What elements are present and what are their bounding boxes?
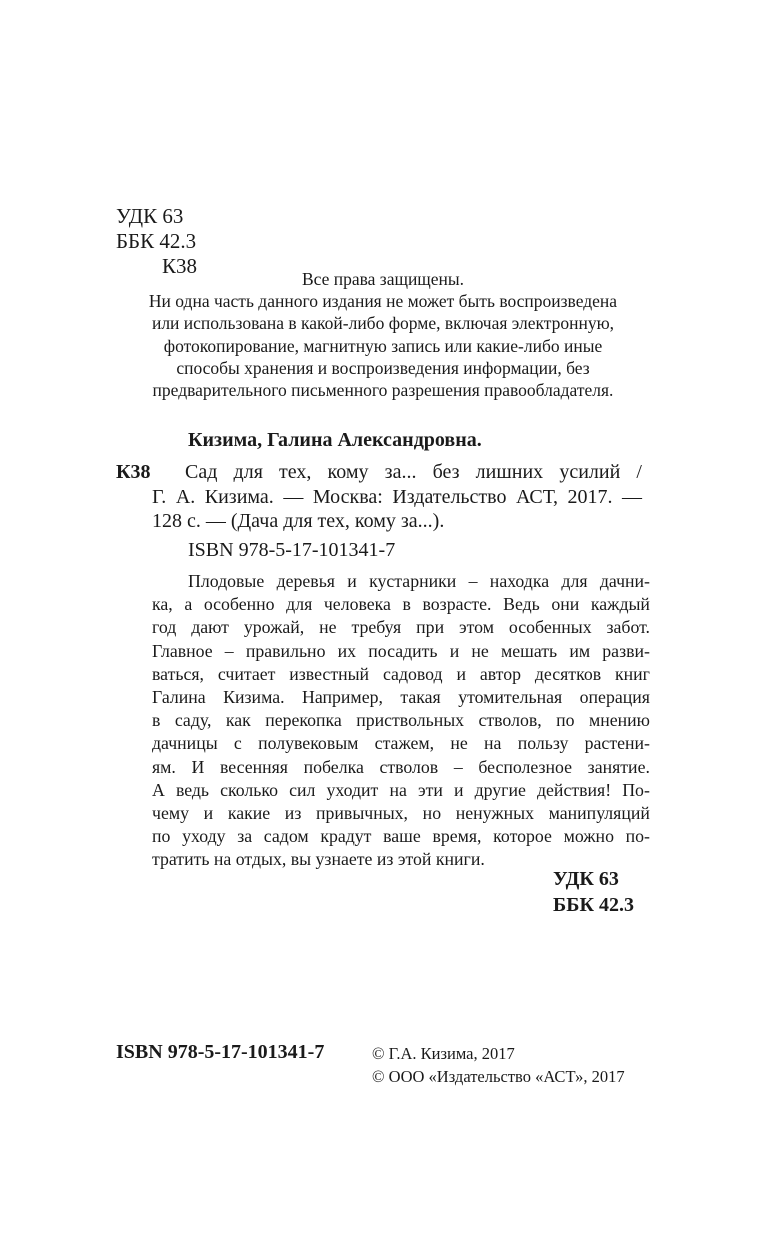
bib-word: Москва: [312,485,383,508]
annotation-line [152,756,650,779]
bib-word: Издательство [392,485,507,508]
annotation-word: И [191,756,205,777]
annotation-word: утомительная [458,687,563,708]
annotation-word: ям. [152,756,176,777]
annotation-line [152,570,650,593]
bib-word: — [283,485,304,508]
annotation-word: А [152,779,165,800]
annotation-word: им [569,640,591,661]
annotation-word: возрасте. [422,594,492,615]
annotation [152,570,650,872]
annotation-word: которое [493,826,552,847]
annotation-word: сил [289,779,316,800]
annotation-word: и [453,779,464,800]
annotation-word: Ведь [503,594,540,615]
annotation-word: особенно [203,594,275,615]
classification-codes [553,866,634,918]
annotation-word: книг [614,663,650,684]
annotation-word: не [471,640,489,661]
annotation-word: ненужных [455,803,534,824]
annotation-word: ведь [175,779,210,800]
annotation-word: год [152,617,177,638]
bbk-code-top: ББК 42.3 [116,229,197,253]
annotation-word: каждый [590,594,650,615]
annotation-word: уходит [326,779,379,800]
annotation-word: Например, [302,687,383,708]
annotation-word: известный [289,663,370,684]
annotation-word: в [152,710,161,731]
annotation-word: ваше [383,826,421,847]
bib-word: лишних [475,461,544,483]
annotation-word: стажем, [374,733,435,754]
annotation-word: посадить [368,640,438,661]
annotation-word: дачни- [599,571,650,591]
author-mark-top: К38 [162,254,198,278]
udk-code-top: УДК 63 [116,204,184,228]
annotation-word: полувековым [258,733,359,754]
bib-word: за... [384,461,417,483]
catalog-author: Кизима, Галина Александровна. [188,429,482,451]
annotation-word: и [347,571,357,591]
annotation-word: действия! [536,779,612,800]
annotation-word: манипуляций [548,803,650,824]
annotation-line [152,616,650,639]
annotation-line [152,640,650,663]
annotation-word: ка, [152,594,173,615]
annotation-word: По- [622,779,650,800]
bib-word: — [622,485,642,508]
annotation-word: деревья [276,571,335,591]
annotation-word: – [224,640,234,661]
copyright-author: © Г.А. Кизима, 2017 [372,1044,515,1063]
copyright-publisher: © ООО «Издательство «АСТ», 2017 [372,1067,625,1086]
footer-isbn: ISBN 978-5-17-101341-7 [116,1041,325,1063]
annotation-word: чему [152,803,189,824]
annotation-word: стволов [379,756,439,777]
annotation-line [152,663,650,686]
annotation-line [152,732,650,755]
annotation-word: дают [191,617,229,638]
annotation-word: но [422,803,442,824]
annotation-word: ваться, [152,663,204,684]
annotation-word: кустарники [369,571,457,591]
rights-line: способы хранения и воспроизведения информации, без [176,357,590,378]
annotation-word: сколько [220,779,279,800]
annotation-word: такая [400,687,441,708]
annotation-word: перекопка [265,710,342,731]
annotation-line [152,593,650,616]
annotation-word: на [484,733,502,754]
annotation-word: по- [625,826,650,847]
annotation-word: операция [579,687,650,708]
annotation-word: время, [432,826,482,847]
annotation-word: а [184,594,193,615]
annotation-word: пользу [517,733,569,754]
catalog-author-mark: К38 [116,461,151,483]
annotation-word: крадут [320,826,372,847]
annotation-word: на [389,779,407,800]
annotation-line [152,779,650,802]
bib-word: А. [175,485,196,508]
annotation-word: и [449,640,460,661]
rights-line: или использована в какой-либо форме, включая электронную, [151,313,615,334]
annotation-word: находка [489,571,550,591]
annotation-word: саду, [174,710,212,731]
copyright-block [372,1042,625,1088]
rights-line: предварительного письменного разрешения правообладателя. [152,380,614,401]
annotation-word: их [337,640,357,661]
annotation-word: и [203,803,214,824]
annotation-word: автор [479,663,521,684]
bib-word: 2017. [567,485,613,508]
bib-word: Сад [185,461,218,483]
annotation-line [152,686,650,709]
bib-word: / [636,461,642,483]
bbk-code: ББК 42.3 [553,894,634,916]
annotation-word: за [237,826,253,847]
annotation-word: другие [474,779,526,800]
annotation-word: дачницы [152,733,218,754]
annotation-word: не [319,617,337,638]
annotation-word: урожай, [243,617,305,638]
bib-word: для [233,461,263,483]
annotation-word: при [416,617,445,638]
annotation-word: правильно [245,640,326,661]
annotation-line: тратить на отдых, вы узнаете из этой книги. [152,849,485,870]
annotation-word: считает [217,663,276,684]
rights-line: Все права защищены. [301,269,465,289]
annotation-word: из [284,803,302,824]
annotation-word: для [286,594,313,615]
annotation-word: растени- [584,733,650,754]
annotation-word: мешать [501,640,558,661]
annotation-word: побелка [303,756,364,777]
bib-word: Кизима. [204,485,274,508]
rights-line: фотокопирование, магнитную запись или какие-либо иные [163,335,603,356]
bib-word: АСТ, [515,485,558,508]
catalog-isbn: ISBN 978-5-17-101341-7 [188,539,396,561]
annotation-word: по [556,710,575,731]
annotation-word: в [402,594,411,615]
annotation-word: привычных, [316,803,409,824]
annotation-word: какие [227,803,271,824]
annotation-word: с [233,733,242,754]
annotation-word: Главное [152,640,213,661]
annotation-word: бесполезное [478,756,573,777]
annotation-word: требуя [351,617,402,638]
annotation-word: садом [263,826,309,847]
annotation-word: как [225,710,251,731]
annotation-word: садовод [382,663,443,684]
annotation-word: забот. [606,617,650,638]
annotation-word: особенных [508,617,592,638]
bib-word: Г. [152,485,167,508]
annotation-word: они [551,594,580,615]
annotation-word: человека [323,594,391,615]
bib-line [152,460,642,485]
annotation-word: для [561,571,588,591]
bib-word: без [432,461,460,483]
annotation-word: – [453,756,463,777]
annotation-word: не [450,733,468,754]
annotation-word: Плодовые [188,571,265,591]
annotation-word: разви- [602,640,650,661]
annotation-word: мнению [588,710,650,731]
bib-line [152,485,642,510]
rights-line: Ни одна часть данного издания не может быть воспроизведена [148,291,618,312]
annotation-word: эти [417,779,443,800]
annotation-word: можно [563,826,614,847]
rights-notice [100,268,666,401]
bib-word: усилий [559,461,621,483]
annotation-word: этом [459,617,494,638]
annotation-word: занятие. [587,756,650,777]
annotation-word: Кизима. [223,687,285,708]
annotation-word: уходу [182,826,226,847]
bib-word: тех, [279,461,312,483]
bib-word: кому [327,461,369,483]
bib-line: 128 с. — (Дача для тех, кому за...). [152,510,445,532]
bibliographic-description [152,460,642,534]
annotation-word: приствольных [356,710,465,731]
annotation-word: – [468,571,478,591]
annotation-line [152,825,650,848]
annotation-word: Галина [152,687,206,708]
annotation-word: десятков [534,663,602,684]
annotation-line [152,709,650,732]
udk-code: УДК 63 [553,868,619,890]
annotation-word: по [152,826,171,847]
annotation-word: и [456,663,466,684]
annotation-word: весенняя [219,756,288,777]
annotation-line [152,802,650,825]
annotation-word: стволов, [478,710,542,731]
